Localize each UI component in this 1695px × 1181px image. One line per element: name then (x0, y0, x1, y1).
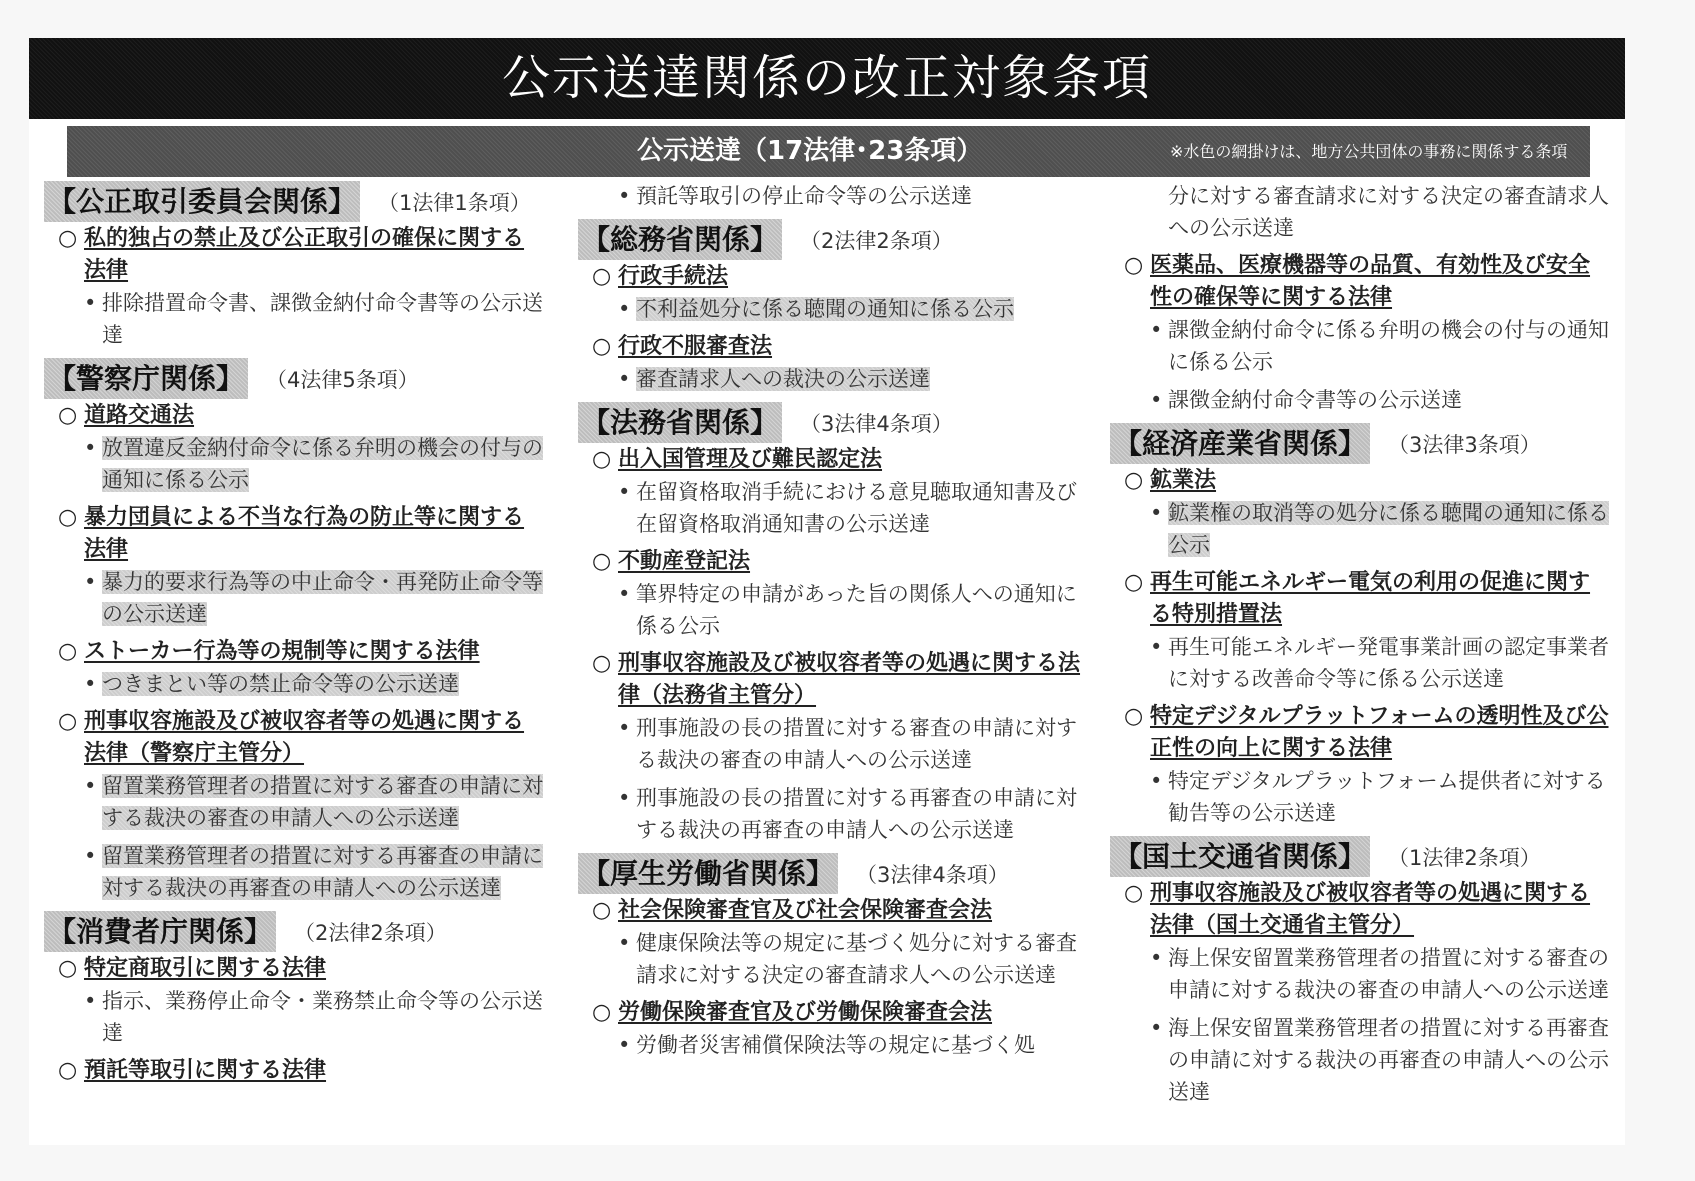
provision-text: 暴力的要求行為等の中止命令・再発防止命令等の公示送達 (102, 570, 543, 626)
bullet-dot-icon: • (1150, 946, 1163, 970)
circle-bullet-icon: ○ (1124, 881, 1144, 906)
provision-text: 特定デジタルプラットフォーム提供者に対する勧告等の公示送達 (1168, 769, 1606, 825)
provision-item (578, 180, 1088, 212)
provision-text: 在留資格取消手続における意見聴取通知書及び在留資格取消通知書の公示送達 (636, 480, 1077, 536)
section-heading: 【法務省関係】 (578, 402, 782, 443)
bullet-dot-icon: • (618, 786, 631, 810)
section-heading: 【総務省関係】 (578, 219, 782, 260)
bullet-dot-icon: • (84, 989, 97, 1013)
section-heading: 【消費者庁関係】 (44, 911, 276, 952)
circle-bullet-icon: ○ (592, 447, 612, 472)
law-title: 医薬品、医療機器等の品質、有効性及び安全性の確保等に関する法律 (1150, 253, 1591, 310)
bullet-dot-icon: • (618, 716, 631, 740)
provision-text: 審査請求人への裁決の公示送達 (636, 367, 930, 391)
provision-item (578, 293, 1088, 325)
provision-text: 留置業務管理者の措置に対する審査の申請に対する裁決の審査の申請人への公示送達 (102, 774, 543, 830)
provision-text: 刑事施設の長の措置に対する審査の申請に対する裁決の審査の申請人への公示送達 (636, 716, 1077, 772)
provision-item (1110, 180, 1610, 244)
law-title: 刑事収容施設及び被収容者等の処遇に関する法律（警察庁主管分） (84, 709, 525, 766)
bullet-dot-icon: • (618, 582, 631, 606)
law-entry (1110, 465, 1610, 497)
provision-text: 指示、業務停止命令・業務禁止命令等の公示送達 (102, 989, 543, 1045)
law-title: 行政不服審査法 (618, 334, 773, 359)
provision-text: 海上保安留置業務管理者の措置に対する再審査の申請に対する裁決の再審査の申請人への公示送達 (1168, 1016, 1609, 1104)
law-entry (44, 1055, 544, 1087)
bullet-dot-icon: • (1150, 1016, 1163, 1040)
provision-text: 健康保険法等の規定に基づく処分に対する審査請求に対する決定の審査請求人への公示送達 (636, 931, 1077, 987)
section-law-count: （2法律2条項） (800, 228, 953, 253)
law-entry (578, 895, 1088, 927)
circle-bullet-icon: ○ (592, 898, 612, 923)
circle-bullet-icon: ○ (1124, 468, 1144, 493)
law-title: 出入国管理及び難民認定法 (618, 447, 883, 472)
provision-item (578, 927, 1088, 991)
spacer (578, 1061, 1088, 1067)
circle-bullet-icon: ○ (592, 651, 612, 676)
law-title: 刑事収容施設及び被収容者等の処遇に関する法律（法務省主管分） (618, 651, 1081, 708)
section-heading: 【公正取引委員会関係】 (44, 181, 360, 222)
law-title: 労働保険審査官及び労働保険審査会法 (618, 1000, 993, 1025)
bullet-dot-icon: • (84, 774, 97, 798)
law-entry (578, 444, 1088, 476)
law-entry (44, 636, 544, 668)
section-header-row (1110, 422, 1610, 465)
provision-text: 預託等取引の停止命令等の公示送達 (636, 184, 972, 208)
circle-bullet-icon: ○ (58, 226, 78, 251)
law-entry (1110, 250, 1610, 314)
law-title: 特定デジタルプラットフォームの透明性及び公正性の向上に関する法律 (1150, 704, 1609, 761)
law-title: 道路交通法 (84, 403, 195, 428)
section-header-row (44, 180, 544, 223)
bullet-dot-icon: • (84, 570, 97, 594)
bullet-dot-icon: • (1150, 635, 1163, 659)
provision-item (1110, 497, 1610, 561)
law-entry (578, 997, 1088, 1029)
bullet-dot-icon: • (84, 291, 97, 315)
bullet-dot-icon: • (84, 844, 97, 868)
law-entry (578, 648, 1088, 712)
circle-bullet-icon: ○ (592, 334, 612, 359)
law-entry (44, 400, 544, 432)
law-title: 社会保険審査官及び社会保険審査会法 (618, 898, 993, 923)
provision-item (44, 566, 544, 630)
section-law-count: （3法律4条項） (800, 411, 953, 436)
subtitle: 公示送達（17法律･23条項） (637, 136, 983, 166)
circle-bullet-icon: ○ (58, 403, 78, 428)
provision-text: 課徴金納付命令書等の公示送達 (1168, 388, 1462, 412)
circle-bullet-icon: ○ (58, 505, 78, 530)
law-title: 預託等取引に関する法律 (84, 1058, 327, 1083)
section-heading: 【国土交通省関係】 (1110, 836, 1370, 877)
law-entry (1110, 701, 1610, 765)
provision-item (1110, 314, 1610, 378)
section-heading: 【厚生労働省関係】 (578, 853, 838, 894)
section-header-row (44, 910, 544, 953)
bullet-dot-icon: • (1150, 388, 1163, 412)
provision-text: 留置業務管理者の措置に対する再審査の申請に対する裁決の再審査の申請人への公示送達 (102, 844, 543, 900)
provision-item (1110, 942, 1610, 1006)
section-header-row (578, 218, 1088, 261)
bullet-dot-icon: • (618, 480, 631, 504)
column-2 (578, 180, 1088, 1067)
law-entry (578, 331, 1088, 363)
section-law-count: （3法律4条項） (856, 862, 1009, 887)
provision-item (44, 432, 544, 496)
section-header-row (1110, 835, 1610, 878)
provision-text: 課徴金納付命令に係る弁明の機会の付与の通知に係る公示 (1168, 318, 1609, 374)
provision-text: 刑事施設の長の措置に対する再審査の申請に対する裁決の再審査の申請人への公示送達 (636, 786, 1077, 842)
law-title: 鉱業法 (1150, 468, 1217, 493)
law-title: 行政手続法 (618, 264, 729, 289)
section-law-count: （1法律1条項） (378, 190, 531, 215)
provision-text: 排除措置命令書、課徴金納付命令書等の公示送達 (102, 291, 543, 347)
shading-note: ※水色の網掛けは、地方公共団体の事務に関係する条項 (1170, 142, 1568, 161)
law-entry (578, 546, 1088, 578)
circle-bullet-icon: ○ (58, 1058, 78, 1083)
provision-item (44, 287, 544, 351)
circle-bullet-icon: ○ (592, 264, 612, 289)
provision-item (578, 578, 1088, 642)
provision-item (44, 770, 544, 834)
provision-item (1110, 1012, 1610, 1108)
bullet-dot-icon: • (1150, 769, 1163, 793)
provision-item (44, 985, 544, 1049)
law-title: 刑事収容施設及び被収容者等の処遇に関する法律（国土交通省主管分） (1150, 881, 1591, 938)
section-law-count: （3法律3条項） (1388, 432, 1541, 457)
bullet-dot-icon: • (1150, 501, 1163, 525)
provision-item (44, 668, 544, 700)
provision-item (578, 476, 1088, 540)
provision-item (44, 840, 544, 904)
section-law-count: （2法律2条項） (294, 920, 447, 945)
law-entry (1110, 567, 1610, 631)
section-law-count: （4法律5条項） (266, 367, 419, 392)
provision-text: 放置違反金納付命令に係る弁明の機会の付与の通知に係る公示 (102, 436, 543, 492)
law-title: 不動産登記法 (618, 549, 751, 574)
column-1 (44, 180, 544, 1087)
provision-item (1110, 631, 1610, 695)
provision-text: つきまとい等の禁止命令等の公示送達 (102, 672, 459, 696)
provision-text: 海上保安留置業務管理者の措置に対する審査の申請に対する裁決の審査の申請人への公示送達 (1168, 946, 1609, 1002)
circle-bullet-icon: ○ (58, 709, 78, 734)
provision-text: 鉱業権の取消等の処分に係る聴聞の通知に係る公示 (1168, 501, 1609, 557)
provision-item (578, 1029, 1088, 1061)
law-title: 再生可能エネルギー電気の利用の促進に関する特別措置法 (1150, 570, 1591, 627)
provision-text: 再生可能エネルギー発電事業計画の認定事業者に対する改善命令等に係る公示送達 (1168, 635, 1609, 691)
law-title: 特定商取引に関する法律 (84, 956, 327, 981)
provision-item (578, 363, 1088, 395)
circle-bullet-icon: ○ (592, 1000, 612, 1025)
provision-item (1110, 384, 1610, 416)
law-entry (44, 223, 544, 287)
bullet-dot-icon: • (618, 931, 631, 955)
column-3 (1110, 180, 1610, 1114)
section-law-count: （1法律2条項） (1388, 845, 1541, 870)
circle-bullet-icon: ○ (1124, 253, 1144, 278)
law-entry (44, 706, 544, 770)
provision-text: 労働者災害補償保険法等の規定に基づく処 (636, 1033, 1035, 1057)
law-title: ストーカー行為等の規制等に関する法律 (84, 639, 480, 664)
provision-text: 筆界特定の申請があった旨の関係人への通知に係る公示 (636, 582, 1077, 638)
section-header-row (44, 357, 544, 400)
law-entry (44, 502, 544, 566)
provision-item (578, 782, 1088, 846)
circle-bullet-icon: ○ (58, 956, 78, 981)
page-title: 公示送達関係の改正対象条項 (29, 38, 1625, 119)
provision-text: 不利益処分に係る聴聞の通知に係る公示 (636, 297, 1014, 321)
law-title: 私的独占の禁止及び公正取引の確保に関する法律 (84, 226, 525, 283)
section-heading: 【警察庁関係】 (44, 358, 248, 399)
bullet-dot-icon: • (618, 297, 631, 321)
provision-text: 分に対する審査請求に対する決定の審査請求人への公示送達 (1168, 184, 1609, 240)
provision-item (578, 712, 1088, 776)
law-entry (44, 953, 544, 985)
bullet-dot-icon: • (618, 184, 631, 208)
bullet-dot-icon: • (84, 436, 97, 460)
circle-bullet-icon: ○ (58, 639, 78, 664)
circle-bullet-icon: ○ (1124, 570, 1144, 595)
law-title: 暴力団員による不当な行為の防止等に関する法律 (84, 505, 525, 562)
bullet-dot-icon: • (618, 367, 631, 391)
subtitle-bar (67, 126, 1590, 177)
bullet-dot-icon: • (618, 1033, 631, 1057)
bullet-dot-icon: • (1150, 318, 1163, 342)
spacer (1110, 1108, 1610, 1114)
circle-bullet-icon: ○ (1124, 704, 1144, 729)
section-heading: 【経済産業省関係】 (1110, 423, 1370, 464)
provision-item (1110, 765, 1610, 829)
section-header-row (578, 852, 1088, 895)
section-header-row (578, 401, 1088, 444)
circle-bullet-icon: ○ (592, 549, 612, 574)
bullet-dot-icon: • (84, 672, 97, 696)
law-entry (1110, 878, 1610, 942)
law-entry (578, 261, 1088, 293)
